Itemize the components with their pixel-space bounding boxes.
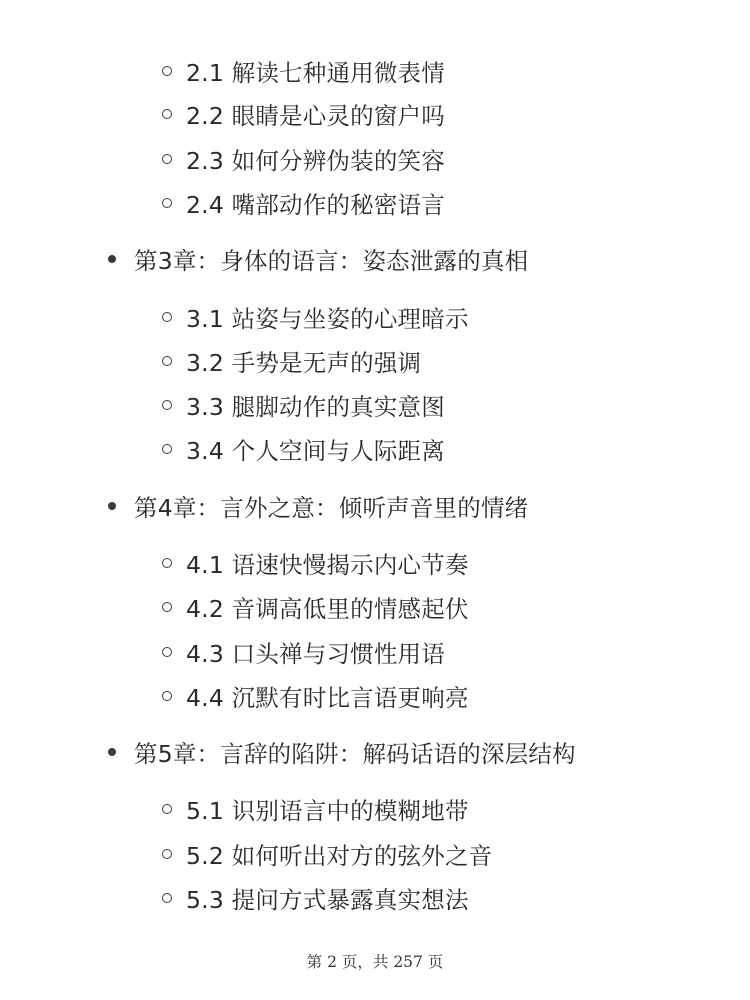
toc-subsection-item[interactable] (162, 789, 469, 829)
hollow-bullet-icon (162, 356, 172, 366)
hollow-bullet-icon (162, 444, 172, 454)
toc-subsection-item[interactable] (162, 297, 469, 337)
toc-subsection-item[interactable] (162, 385, 445, 425)
toc-subsection-item[interactable] (162, 94, 445, 134)
hollow-bullet-icon (162, 198, 172, 208)
toc-item-text: 3.3 腿脚动作的真实意图 (186, 393, 445, 421)
toc-subsection-item[interactable] (162, 834, 492, 874)
hollow-bullet-icon (162, 66, 172, 76)
toc-item-text: 4.3 口头禅与习惯性用语 (186, 640, 445, 668)
hollow-bullet-icon (162, 400, 172, 410)
hollow-bullet-icon (162, 154, 172, 164)
toc-item-text: 第4章：言外之意：倾听声音里的情绪 (134, 494, 529, 522)
toc-item-text: 3.1 站姿与坐姿的心理暗示 (186, 305, 469, 333)
hollow-bullet-icon (162, 893, 172, 903)
hollow-bullet-icon (162, 849, 172, 859)
hollow-bullet-icon (162, 602, 172, 612)
hollow-bullet-icon (162, 312, 172, 322)
hollow-bullet-icon (162, 109, 172, 119)
toc-subsection-item[interactable] (162, 587, 469, 627)
hollow-bullet-icon (162, 558, 172, 568)
toc-item-text: 2.2 眼睛是心灵的窗户吗 (186, 102, 445, 130)
toc-item-text: 4.1 语速快慢揭示内心节奏 (186, 551, 469, 579)
toc-item-text: 2.1 解读七种通用微表情 (186, 59, 445, 87)
toc-item-text: 第3章：身体的语言：姿态泄露的真相 (134, 247, 529, 275)
toc-subsection-item[interactable] (162, 51, 445, 91)
toc-chapter-item[interactable] (108, 486, 528, 526)
toc-item-text: 3.2 手势是无声的强调 (186, 349, 422, 377)
filled-bullet-icon (108, 502, 116, 510)
toc-subsection-item[interactable] (162, 429, 445, 469)
toc-item-text: 第5章：言辞的陷阱：解码话语的深层结构 (134, 740, 576, 768)
toc-subsection-item[interactable] (162, 341, 421, 381)
filled-bullet-icon (108, 255, 116, 263)
hollow-bullet-icon (162, 647, 172, 657)
filled-bullet-icon (108, 748, 116, 756)
toc-subsection-item[interactable] (162, 139, 445, 179)
toc-subsection-item[interactable] (162, 543, 469, 583)
toc-item-text: 4.2 音调高低里的情感起伏 (186, 595, 469, 623)
hollow-bullet-icon (162, 804, 172, 814)
toc-item-text: 4.4 沉默有时比言语更响亮 (186, 684, 469, 712)
toc-chapter-item[interactable] (108, 732, 576, 772)
toc-item-text: 5.2 如何听出对方的弦外之音 (186, 842, 493, 870)
toc-item-text: 5.1 识别语言中的模糊地带 (186, 797, 469, 825)
toc-subsection-item[interactable] (162, 676, 469, 716)
toc-subsection-item[interactable] (162, 183, 445, 223)
toc-item-text: 3.4 个人空间与人际距离 (186, 437, 445, 465)
toc-item-text: 2.3 如何分辨伪装的笑容 (186, 147, 445, 175)
toc-chapter-item[interactable] (108, 239, 528, 279)
toc-subsection-item[interactable] (162, 878, 469, 918)
hollow-bullet-icon (162, 691, 172, 701)
toc-item-text: 2.4 嘴部动作的秘密语言 (186, 191, 445, 219)
toc-subsection-item[interactable] (162, 632, 445, 672)
toc-item-text: 5.3 提问方式暴露真实想法 (186, 886, 469, 914)
page-number-footer: 第 2 页，共 257 页 (306, 953, 444, 971)
